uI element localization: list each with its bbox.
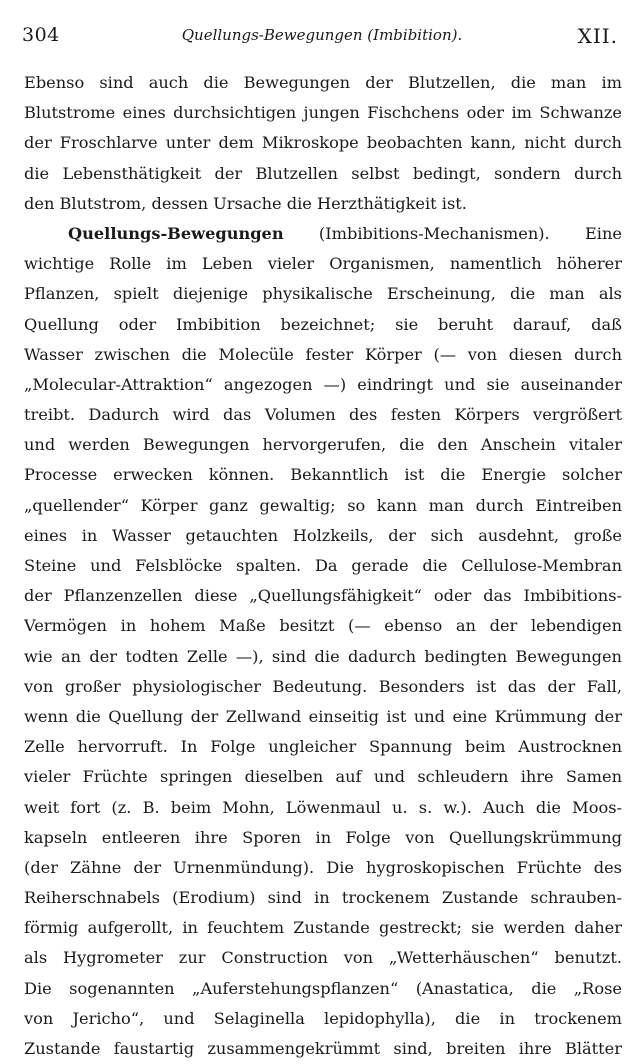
text-line: Quellung oder Imbibition bezeichnet; sie beruht darauf, daß — [24, 314, 622, 334]
page-header — [22, 24, 622, 52]
text-line: und werden Bewegungen hervorgerufen, die den Anschein vitaler — [24, 435, 622, 455]
text-line: Vermögen in hohem Maße besitzt (— ebenso an der lebendigen — [24, 616, 622, 636]
paragraph-imbibition — [24, 219, 622, 1064]
text-line: „quellender“ Körper ganz gewaltig; so kann man durch Eintreiben — [24, 495, 622, 515]
text-line: Zustande faustartig zusammengekrümmt sind, breiten ihre Blätter — [24, 1039, 622, 1058]
section-lead-term: Quellungs-Bewegungen — [68, 223, 284, 243]
text-line: „Molecular-Attraktion“ angezogen —) eindringt und sie auseinander — [24, 374, 622, 394]
first-line-rest: (Imbibitions-Mechanismen). Eine — [283, 223, 622, 243]
text-line: von großer physiologischer Bedeutung. Besonders ist das der Fall, — [24, 676, 622, 696]
text-line-first — [24, 219, 622, 249]
chapter-number: XII. — [577, 24, 618, 48]
text-line: der Pflanzenzellen diese „Quellungsfähigkeit“ oder das Imbibitions- — [24, 586, 622, 606]
text-line: (der Zähne der Urnenmündung). Die hygroskopischen Früchte des — [24, 857, 622, 877]
text-line: kapseln entleeren ihre Sporen in Folge von Quellungskrümmung — [24, 827, 622, 847]
text-line: Pflanzen, spielt diejenige physikalische Erscheinung, die man als — [24, 284, 622, 304]
text-line: Wasser zwischen die Molecüle fester Körper (— von diesen durch — [24, 344, 622, 364]
text-line: Processe erwecken können. Bekanntlich ist die Energie solcher — [24, 465, 622, 485]
text-line: eines in Wasser getauchten Holzkeils, der sich ausdehnt, große — [24, 525, 622, 545]
text-line: Steine und Felsblöcke spalten. Da gerade die Cellulose-Membran — [24, 556, 622, 575]
text-line: weit fort (z. B. beim Mohn, Löwenmaul u. s. w.). Auch die Moos- — [24, 797, 622, 817]
text-line: den Blutstrom, dessen Ursache die Herzthätigkeit ist. — [24, 193, 467, 213]
text-line: Ebenso sind auch die Bewegungen der Blutzellen, die man im — [24, 73, 622, 92]
text-line: wenn die Quellung der Zellwand einseitig ist und eine Krümmung der — [24, 706, 622, 726]
running-title: Quellungs-Bewegungen (Imbibition). — [181, 26, 463, 44]
text-line: Die sogenannten „Auferstehungspflanzen“ (Anastatica, die „Rose — [24, 978, 622, 998]
text-line: wichtige Rolle im Leben vieler Organismen, namentlich höherer — [24, 254, 622, 274]
text-line: Reiherschnabels (Erodium) sind in trockenem Zustande schrauben- — [24, 888, 622, 908]
text-line: treibt. Dadurch wird das Volumen des festen Körpers vergrößert — [24, 405, 622, 425]
text-line: der Froschlarve unter dem Mikroskope beobachten kann, nicht durch — [24, 133, 622, 153]
text-line: Zelle hervorruft. In Folge ungleicher Spannung beim Austrocknen — [24, 737, 622, 757]
text-line: förmig aufgerollt, in feuchtem Zustande gestreckt; sie werden daher — [24, 918, 622, 938]
text-line: wie an der todten Zelle —), sind die dadurch bedingten Bewegungen — [24, 646, 622, 666]
page-number: 304 — [22, 24, 60, 46]
paragraph-blood-cells — [24, 68, 622, 219]
text-line: vieler Früchte springen dieselben auf und schleudern ihre Samen — [24, 767, 622, 787]
text-line: die Lebensthätigkeit der Blutzellen selbst bedingt, sondern durch — [24, 163, 622, 183]
text-line: als Hygrometer zur Construction von „Wetterhäuschen“ benutzt. — [24, 948, 622, 968]
body-text — [24, 68, 622, 1064]
text-line: von Jericho“, und Selaginella lepidophylla), die in trockenem — [24, 1008, 622, 1028]
text-line: Blutstrome eines durchsichtigen jungen Fischchens oder im Schwanze — [24, 103, 622, 123]
